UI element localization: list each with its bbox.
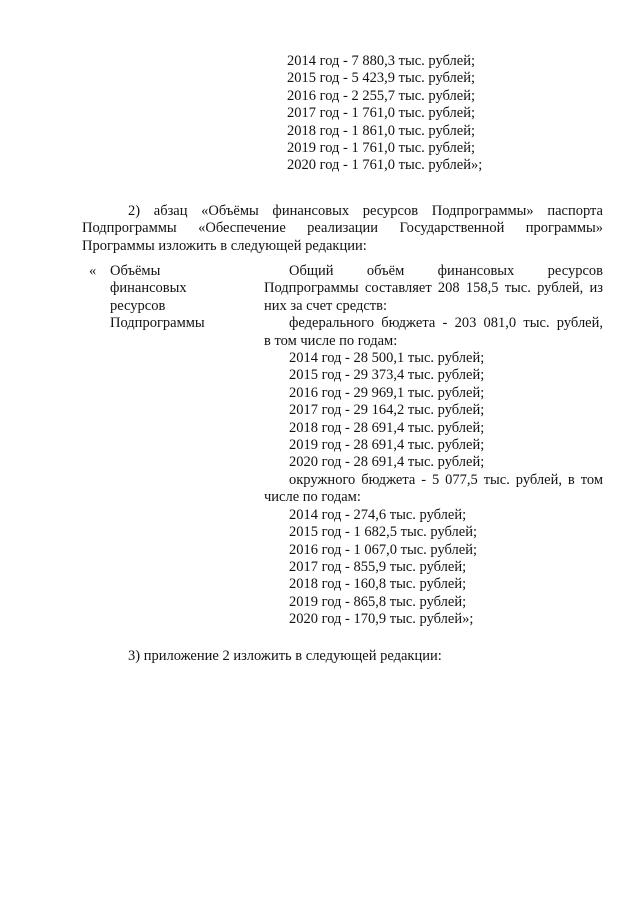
label-line: Подпрограммы <box>110 315 205 332</box>
district-year-line: 2019 год - 865,8 тыс. рублей; <box>289 593 467 610</box>
federal-line-1: федерального бюджета - 203 081,0 тыс. рублей, <box>289 315 603 332</box>
year-line: 2014 год - 7 880,3 тыс. рублей; <box>287 53 475 69</box>
year-line: 2020 год - 1 761,0 тыс. рублей»; <box>287 157 483 174</box>
label-line: финансовых <box>110 280 187 297</box>
label-line: Объёмы <box>110 263 161 279</box>
total-line-2: Подпрограммы составляет 208 158,5 тыс. рублей, из <box>264 280 603 297</box>
federal-year-line: 2016 год - 29 969,1 тыс. рублей; <box>289 384 485 401</box>
paragraph-3 <box>82 648 603 665</box>
table-label-cell <box>110 263 250 333</box>
year-line: 2019 год - 1 761,0 тыс. рублей; <box>287 140 475 157</box>
top-year-list <box>287 53 607 175</box>
paragraph-2-line-2: Подпрограммы «Обеспечение реализации Государственной программы» <box>82 220 603 237</box>
total-line-3: них за счет средств: <box>264 297 387 314</box>
district-line-1: окружного бюджета - 5 077,5 тыс. рублей, в том <box>289 471 603 488</box>
total-line-1: Общий объём финансовых ресурсов <box>289 263 603 279</box>
year-line: 2018 год - 1 861,0 тыс. рублей; <box>287 122 475 139</box>
federal-year-line: 2020 год - 28 691,4 тыс. рублей; <box>289 454 485 471</box>
paragraph-2-line-3: Программы изложить в следующей редакции: <box>82 237 367 254</box>
open-quote: « <box>89 263 97 279</box>
year-line: 2017 год - 1 761,0 тыс. рублей; <box>287 105 475 122</box>
federal-line-2: в том числе по годам: <box>264 332 398 349</box>
year-line: 2015 год - 5 423,9 тыс. рублей; <box>287 70 475 87</box>
paragraph-2-line-1: 2) абзац «Объёмы финансовых ресурсов Подпрограммы» паспорта <box>128 203 603 219</box>
district-year-line: 2018 год - 160,8 тыс. рублей; <box>289 576 467 593</box>
federal-year-line: 2015 год - 29 373,4 тыс. рублей; <box>289 367 485 384</box>
table-value-cell <box>264 263 603 629</box>
federal-year-line: 2017 год - 29 164,2 тыс. рублей; <box>289 402 485 419</box>
federal-year-line: 2018 год - 28 691,4 тыс. рублей; <box>289 419 485 436</box>
paragraph-2 <box>82 203 603 255</box>
label-line: ресурсов <box>110 297 166 314</box>
district-year-line: 2017 год - 855,9 тыс. рублей; <box>289 558 467 575</box>
district-year-line: 2015 год - 1 682,5 тыс. рублей; <box>289 524 477 541</box>
paragraph-3-text: 3) приложение 2 изложить в следующей редакции: <box>128 648 442 664</box>
federal-year-line: 2014 год - 28 500,1 тыс. рублей; <box>289 350 485 367</box>
district-year-line: 2020 год - 170,9 тыс. рублей»; <box>289 611 474 628</box>
district-line-2: числе по годам: <box>264 489 361 506</box>
federal-year-line: 2019 год - 28 691,4 тыс. рублей; <box>289 437 485 454</box>
district-year-line: 2014 год - 274,6 тыс. рублей; <box>289 506 467 523</box>
year-line: 2016 год - 2 255,7 тыс. рублей; <box>287 87 475 104</box>
district-year-line: 2016 год - 1 067,0 тыс. рублей; <box>289 541 477 558</box>
